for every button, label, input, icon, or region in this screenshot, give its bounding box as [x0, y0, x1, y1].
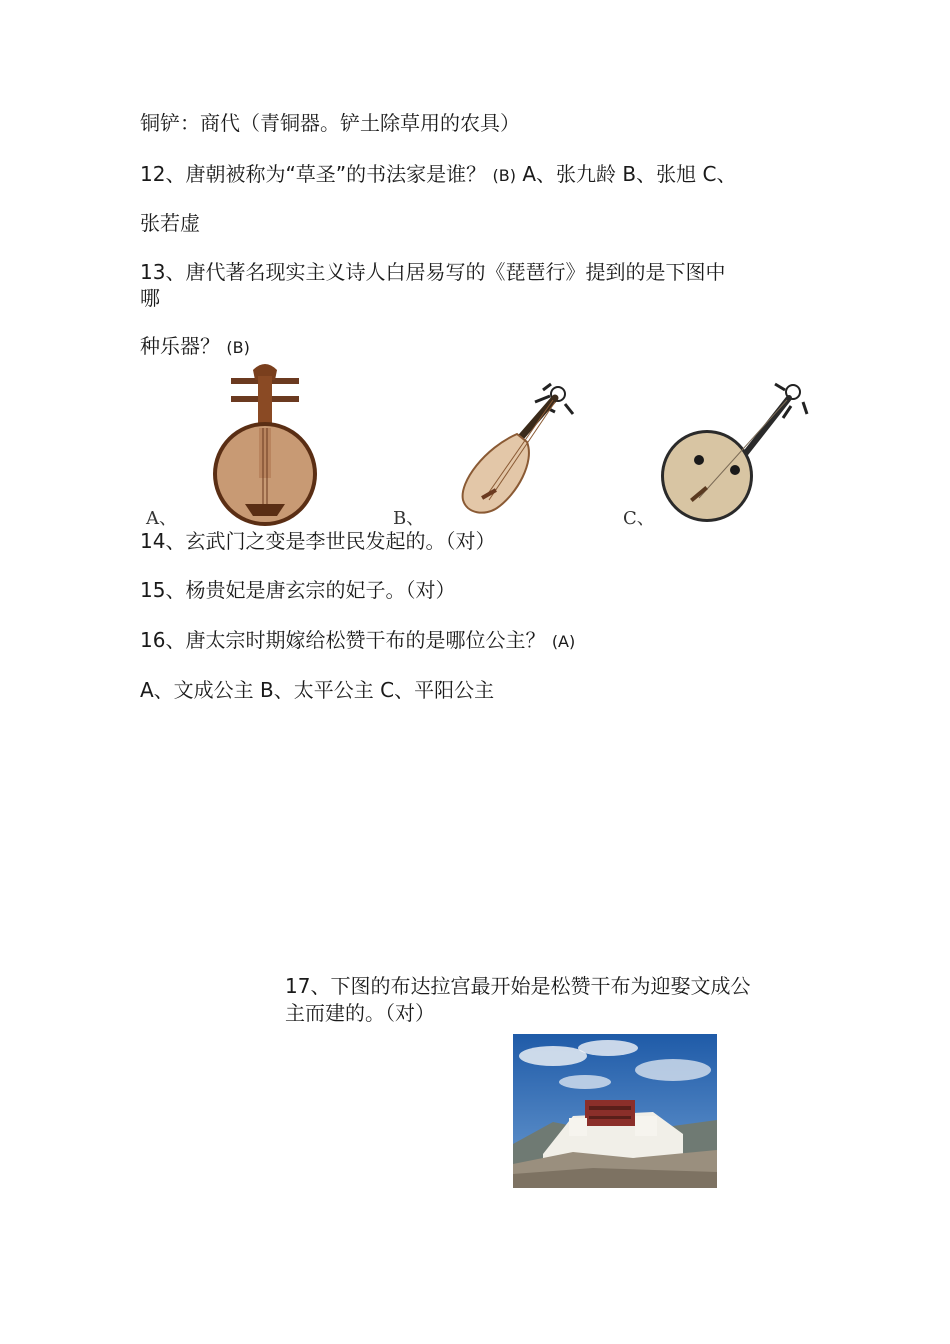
- question-17: 17、下图的布达拉宫最开始是松赞干布为迎娶文成公: [285, 974, 751, 998]
- question-12-options: A、张九龄 B、张旭 C、: [522, 162, 737, 186]
- potala-palace-photo: [513, 1034, 717, 1188]
- question-16-options: A、文成公主 B、太平公主 C、平阳公主: [140, 678, 495, 702]
- question-12-options-cont: 张若虚: [140, 211, 200, 235]
- question-17-cont: 主而建的。（对）: [285, 1001, 435, 1025]
- question-12: [140, 161, 736, 189]
- question-13-answer: (B): [226, 338, 250, 357]
- pipa-image: [455, 382, 580, 522]
- question-13-cont: 哪: [140, 286, 160, 310]
- ruan-image: [655, 380, 810, 525]
- question-16-answer: (A): [551, 632, 576, 651]
- question-13: 13、唐代著名现实主义诗人白居易写的《琵琶行》提到的是下图中: [140, 260, 726, 284]
- question-13-text: 种乐器？: [140, 334, 220, 358]
- text-line-bronze-shovel: 铜铲：商代（青铜器。铲土除草用的农具）: [140, 111, 520, 135]
- question-16-text: 16、唐太宗时期嫁给松赞干布的是哪位公主？: [140, 628, 546, 652]
- question-14: 14、玄武门之变是李世民发起的。（对）: [140, 529, 496, 553]
- question-15: 15、杨贵妃是唐玄宗的妃子。（对）: [140, 578, 456, 602]
- option-c-label: C、: [623, 508, 655, 529]
- option-b-label: B、: [393, 508, 425, 529]
- yueqin-image: [205, 356, 325, 526]
- question-12-answer: (B): [492, 166, 516, 185]
- option-a-label: A、: [146, 508, 177, 529]
- question-16: [140, 627, 575, 655]
- question-12-text: 12、唐朝被称为“草圣”的书法家是谁？: [140, 162, 487, 186]
